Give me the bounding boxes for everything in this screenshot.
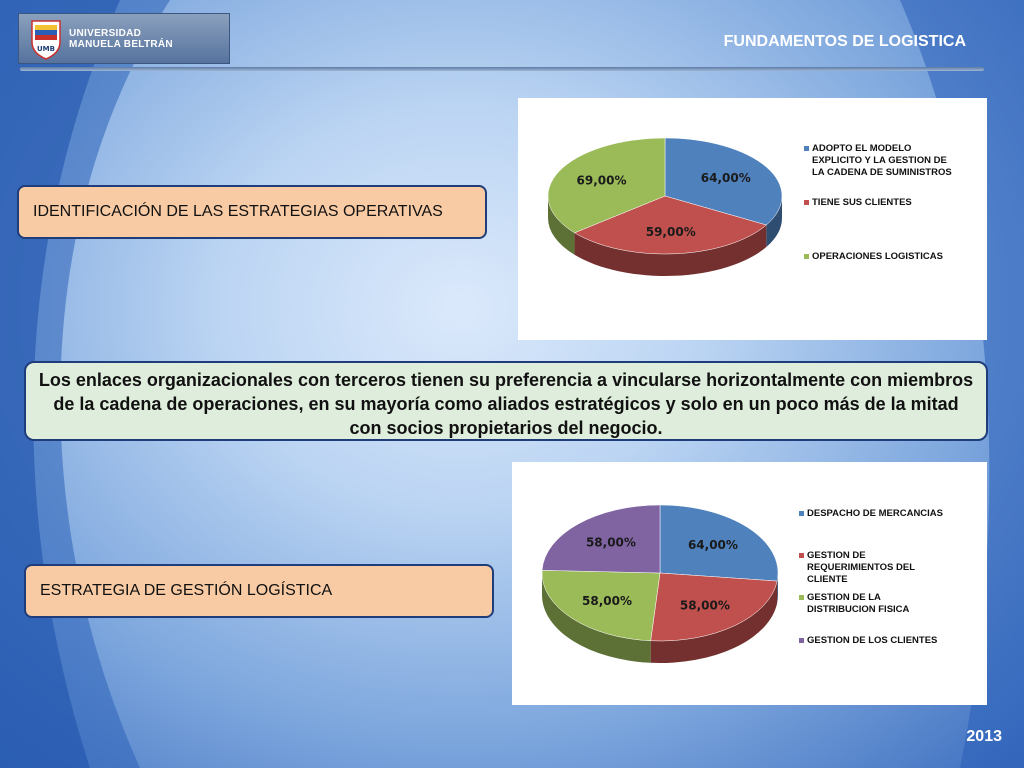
chart-2-data-label-2: 58,00%	[582, 593, 633, 608]
chart-1-legend-item-0	[804, 143, 954, 179]
legend-swatch	[804, 200, 809, 205]
legend-swatch	[799, 595, 804, 600]
legend-swatch	[804, 254, 809, 259]
logo-monogram: UMB	[37, 44, 55, 53]
logo-text-line1: UNIVERSIDAD	[69, 27, 142, 39]
year-label: 2013	[966, 728, 1002, 745]
chart-2-legend-item-2	[799, 592, 949, 616]
logo-text-line2: MANUELA BELTRÁN	[69, 38, 173, 50]
legend-label: OPERACIONES LOGISTICAS	[812, 251, 943, 262]
chart-1-data-label-1: 59,00%	[645, 224, 696, 239]
logistics-strategy-label	[24, 564, 494, 618]
legend-label: GESTION DE REQUERIMIENTOS DEL CLIENTE	[807, 550, 915, 585]
chart-2-legend-item-3	[799, 635, 949, 647]
chart-panel-2	[512, 462, 987, 705]
operative-strategies-label	[17, 185, 487, 239]
chart-2-data-label-0: 64,00%	[687, 538, 738, 553]
university-logo	[18, 13, 230, 64]
chart-panel-1	[518, 98, 987, 340]
summary-note-text: Los enlaces organizacionales con terceros tienen su preferencia a vincularse horizontalmente con miembros de la cadena de operaciones, en su mayoría como aliados estratégicos y solo en un poco más de la mitad con socios propietarios del negocio.	[38, 370, 974, 438]
chart-1-legend-item-1	[804, 197, 954, 209]
legend-label: GESTION DE LOS CLIENTES	[807, 635, 938, 646]
logo-text	[69, 28, 173, 50]
legend-label: GESTION DE LA DISTRIBUCION FISICA	[807, 592, 910, 615]
summary-note	[24, 361, 988, 441]
pie-chart-1	[518, 98, 987, 340]
chart-2-legend-item-1	[799, 550, 949, 586]
legend-swatch	[804, 146, 809, 151]
legend-swatch	[799, 638, 804, 643]
legend-swatch	[799, 511, 804, 516]
header-divider	[20, 67, 984, 71]
legend-swatch	[799, 553, 804, 558]
chart-1-legend-item-2	[804, 251, 954, 263]
chart-1-data-label-2: 69,00%	[576, 173, 627, 188]
logistics-strategy-text: ESTRATEGIA DE GESTIÓN LOGÍSTICA	[40, 582, 333, 599]
course-title: FUNDAMENTOS DE LOGISTICA	[723, 33, 966, 50]
university-crest-icon	[29, 18, 63, 60]
legend-label: DESPACHO DE MERCANCIAS	[807, 508, 944, 519]
chart-2-data-label-3: 58,00%	[585, 535, 636, 550]
legend-label: TIENE SUS CLIENTES	[812, 197, 912, 208]
operative-strategies-text: IDENTIFICACIÓN DE LAS ESTRATEGIAS OPERATIVAS	[33, 203, 443, 220]
legend-label: ADOPTO EL MODELO EXPLICITO Y LA GESTION DE LA CADENA DE SUMINISTROS	[812, 143, 952, 178]
chart-2-legend-item-0	[799, 508, 949, 520]
chart-1-data-label-0: 64,00%	[700, 171, 751, 186]
chart-2-data-label-1: 58,00%	[679, 598, 730, 613]
